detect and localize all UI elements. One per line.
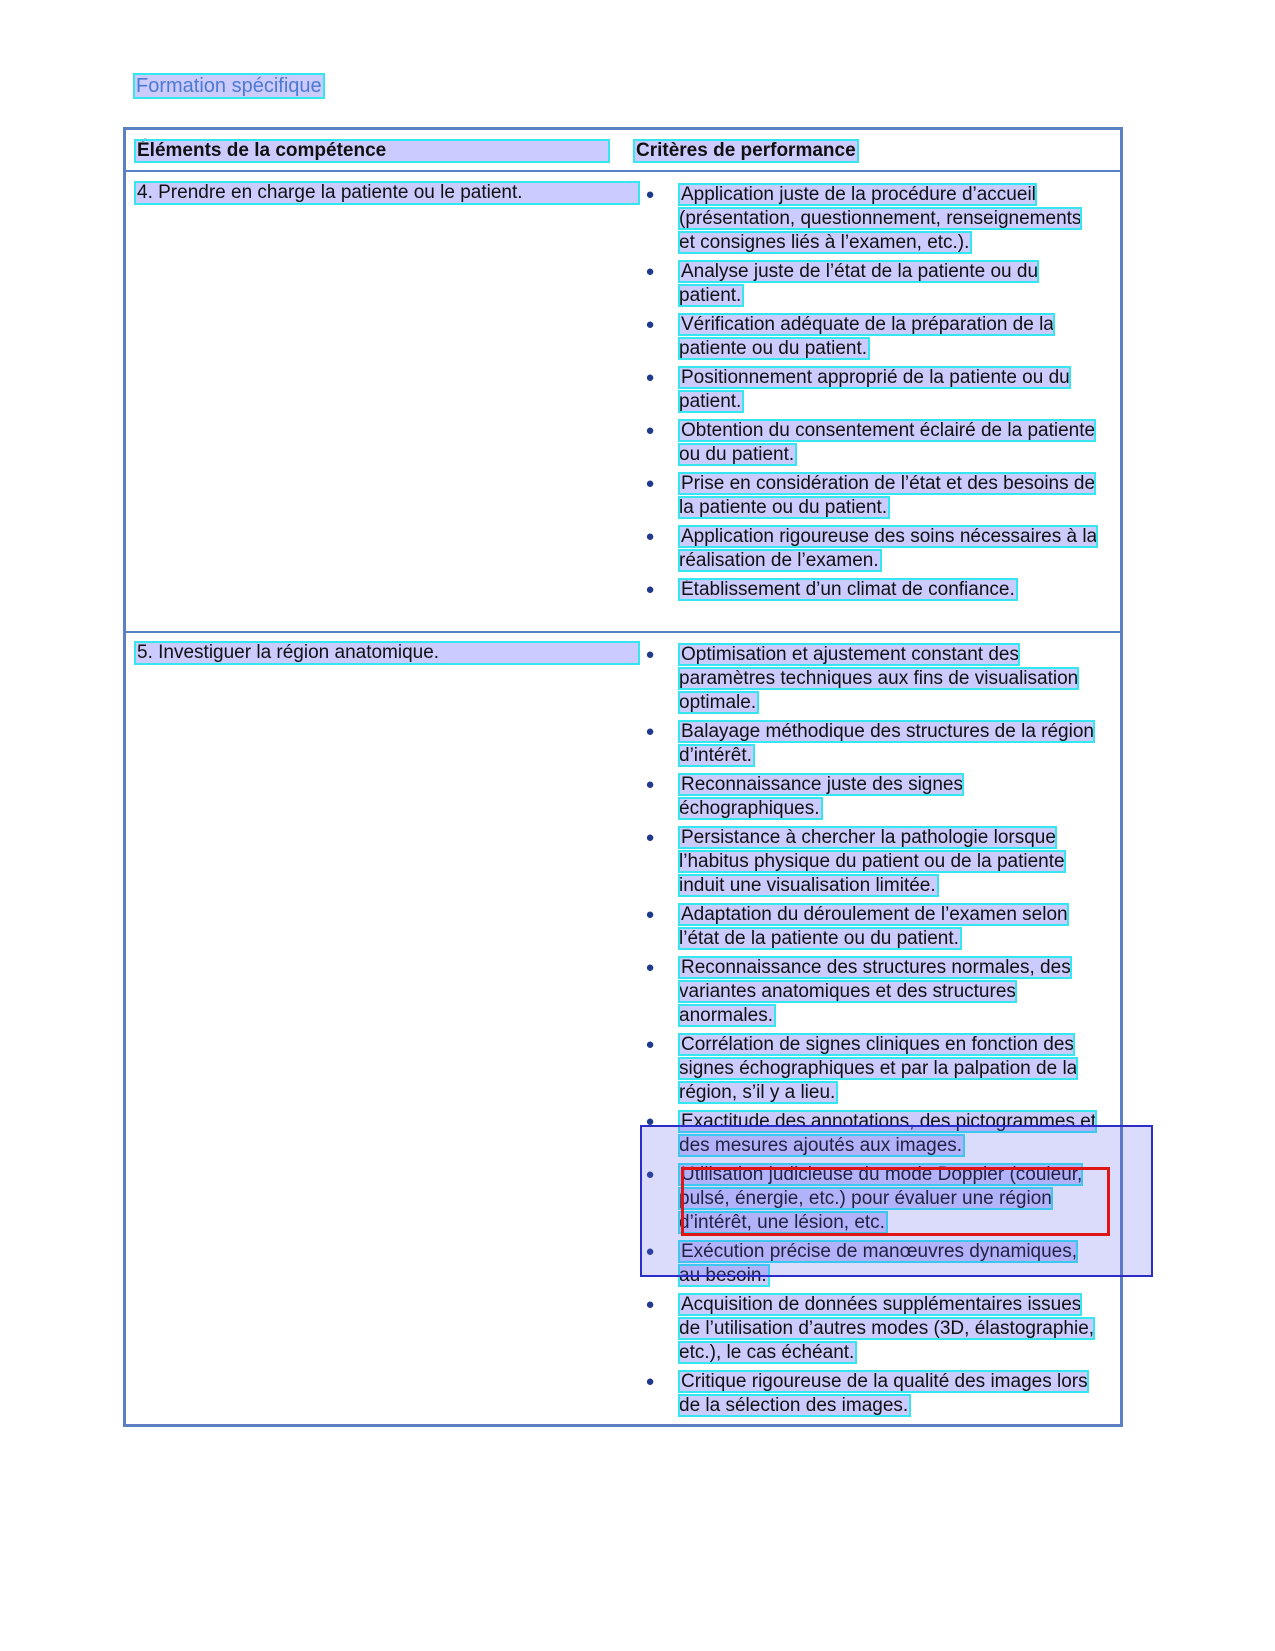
- bullet-icon: ●: [645, 1166, 655, 1183]
- bullet-icon: ●: [645, 528, 655, 545]
- criterion-text: Obtention du consentement éclairé de la patiente ou du patient.: [679, 420, 1096, 465]
- bullet-icon: ●: [645, 316, 655, 333]
- list-item: [643, 1033, 1113, 1105]
- bullet-icon: ●: [645, 906, 655, 923]
- list-item: [643, 643, 1113, 715]
- list-item: [643, 183, 1113, 255]
- bullet-icon: ●: [645, 646, 655, 663]
- criterion-text: Utilisation judicieuse du mode Doppler (couleur, pulsé, énergie, etc.) pour évaluer une région d’intérêt, une lésion, etc.: [679, 1164, 1083, 1233]
- list-item: [643, 260, 1113, 308]
- list-item: [643, 1293, 1113, 1365]
- criteria-list: [643, 183, 1113, 602]
- criterion-text: Reconnaissance juste des signes échographiques.: [679, 774, 964, 819]
- page-title: Formation spécifique: [136, 75, 322, 97]
- element-label: 4. Prendre en charge la patiente ou le patient.: [135, 182, 639, 204]
- list-item: [643, 525, 1113, 573]
- bullet-icon: ●: [645, 1036, 655, 1053]
- list-item: [643, 773, 1113, 821]
- bullet-icon: ●: [645, 1243, 655, 1260]
- criterion-text: Exécution précise de manœuvres dynamiques, au besoin.: [679, 1241, 1078, 1286]
- criterion-text: Persistance à chercher la pathologie lorsque l’habitus physique du patient ou de la patiente induit une visualisation limitée.: [679, 827, 1065, 896]
- criterion-text: Acquisition de données supplémentaires issues de l’utilisation d’autres modes (3D, élastographie, etc.), le cas échéant.: [679, 1294, 1095, 1363]
- bullet-icon: ●: [645, 581, 655, 598]
- criterion-text: Critique rigoureuse de la qualité des images lors de la sélection des images.: [679, 1371, 1088, 1416]
- bullet-icon: ●: [645, 475, 655, 492]
- bullet-icon: ●: [645, 1113, 655, 1130]
- bullet-icon: ●: [645, 959, 655, 976]
- focus-box: [681, 1167, 1110, 1236]
- list-item: [643, 366, 1113, 414]
- bullet-icon: ●: [645, 186, 655, 203]
- list-item: [643, 472, 1113, 520]
- column-header-criteria: Critères de performance: [636, 140, 856, 161]
- criterion-text: Positionnement approprié de la patiente ou du patient.: [679, 367, 1070, 412]
- bullet-icon: ●: [645, 776, 655, 793]
- criterion-text: Adaptation du déroulement de l’examen selon l’état de la patiente ou du patient.: [679, 904, 1068, 949]
- bullet-icon: ●: [645, 422, 655, 439]
- list-item: [643, 313, 1113, 361]
- criterion-text: Corrélation de signes cliniques en fonction des signes échographiques et par la palpation de la région, s’il y a lieu.: [679, 1034, 1078, 1103]
- list-item: [643, 578, 1113, 602]
- table-section-4: [126, 172, 1120, 633]
- criterion-text: Analyse juste de l’état de la patiente ou du patient.: [679, 261, 1039, 306]
- list-item: [643, 826, 1113, 898]
- criterion-text: Optimisation et ajustement constant des paramètres techniques aux fins de visualisation optimale.: [679, 644, 1079, 713]
- list-item: [643, 903, 1113, 951]
- bullet-icon: ●: [645, 723, 655, 740]
- bullet-icon: ●: [645, 1296, 655, 1313]
- criterion-text: Vérification adéquate de la préparation de la patiente ou du patient.: [679, 314, 1054, 359]
- criterion-text: Balayage méthodique des structures de la région d’intérêt.: [679, 721, 1094, 766]
- bullet-icon: ●: [645, 1373, 655, 1390]
- criterion-text: Reconnaissance des structures normales, des variantes anatomiques et des structures anormales.: [679, 957, 1071, 1026]
- bullet-icon: ●: [645, 263, 655, 280]
- criterion-text: Exactitude des annotations, des pictogrammes et des mesures ajoutés aux images.: [679, 1111, 1097, 1156]
- list-item: [643, 720, 1113, 768]
- bullet-icon: ●: [645, 829, 655, 846]
- criterion-text: Application rigoureuse des soins nécessaires à la réalisation de l’examen.: [679, 526, 1098, 571]
- list-item: [643, 956, 1113, 1028]
- column-header-elements: Éléments de la compétence: [135, 140, 609, 162]
- criterion-text: Prise en considération de l’état et des besoins de la patiente ou du patient.: [679, 473, 1096, 518]
- table-header: [126, 130, 1120, 172]
- bullet-icon: ●: [645, 369, 655, 386]
- list-item: [643, 1370, 1113, 1418]
- element-label: 5. Investiguer la région anatomique.: [135, 642, 639, 664]
- criteria-list: [643, 643, 1113, 1418]
- table-section-5: [126, 633, 1120, 1423]
- criterion-text: Application juste de la procédure d’accueil (présentation, questionnement, renseignements et consignes liés à l’examen, etc.).: [679, 184, 1082, 253]
- criterion-text: Établissement d’un climat de confiance.: [681, 579, 1015, 600]
- list-item: [643, 419, 1113, 467]
